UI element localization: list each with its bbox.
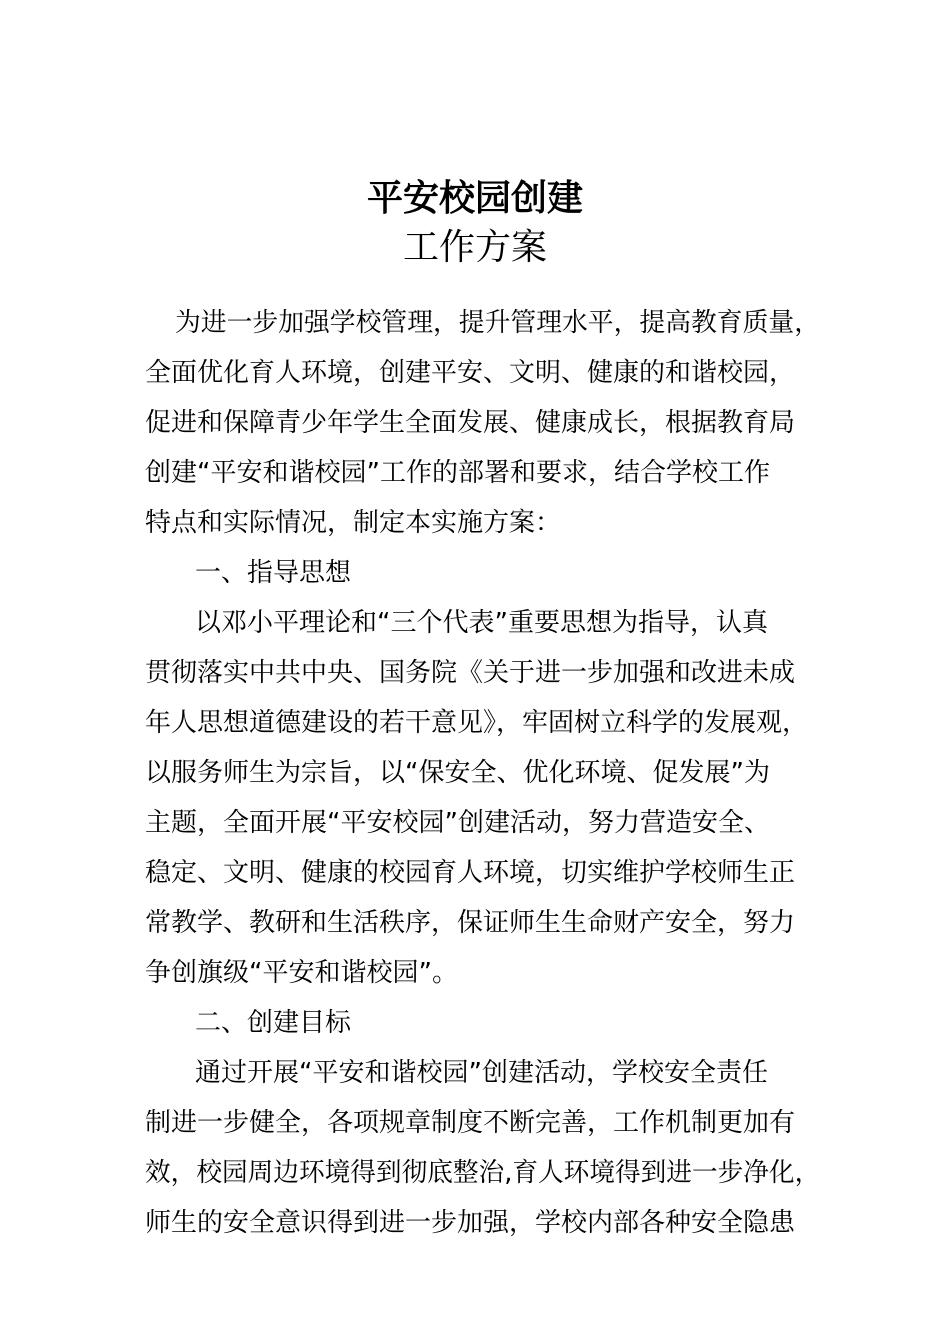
body-line-9: 年人思想道德建设的若干意见》，牢固树立科学的发展观， xyxy=(145,708,809,738)
body-line-19: 师生的安全意识得到进一步加强，学校内部各种安全隐患 xyxy=(145,1208,796,1238)
body-line-1: 为进一步加强学校管理，提升管理水平，提高教育质量， xyxy=(175,308,821,338)
body-line-5: 特点和实际情况，制定本实施方案： xyxy=(145,508,562,538)
body-line-3: 促进和保障青少年学生全面发展、健康成长，根据教育局 xyxy=(145,408,796,438)
body-line-11: 主题，全面开展“平安校园”创建活动，努力营造安全、 xyxy=(145,808,770,838)
body-line-7: 以邓小平理论和“三个代表”重要思想为指导，认真 xyxy=(195,608,768,638)
section-heading-2: 二、创建目标 xyxy=(195,1008,352,1038)
body-line-12: 稳定、文明、健康的校园育人环境，切实维护学校师生正 xyxy=(145,858,796,888)
document-title-line2: 工作方案 xyxy=(402,227,547,268)
body-line-8: 贯彻落实中共中央、国务院《关于进一步加强和改进未成 xyxy=(145,658,796,688)
body-line-2: 全面优化育人环境，创建平安、文明、健康的和谐校园， xyxy=(145,358,796,388)
body-line-16: 通过开展“平安和谐校园”创建活动，学校安全责任 xyxy=(195,1058,768,1088)
body-line-13: 常教学、教研和生活秩序，保证师生生命财产安全，努力 xyxy=(145,908,796,938)
body-line-18: 效，校园周边环境得到彻底整治,育人环境得到进一步净化， xyxy=(145,1158,821,1188)
body-line-17: 制进一步健全，各项规章制度不断完善，工作机制更加有 xyxy=(145,1108,796,1138)
document-title-line1: 平安校园创建 xyxy=(366,177,583,219)
body-line-14: 争创旗级“平安和谐校园”。 xyxy=(145,958,458,988)
body-line-4: 创建“平安和谐校园”工作的部署和要求，结合学校工作 xyxy=(145,458,770,488)
body-line-10: 以服务师生为宗旨，以“保安全、优化环境、促发展”为 xyxy=(145,758,770,788)
section-heading-1: 一、指导思想 xyxy=(195,558,352,588)
